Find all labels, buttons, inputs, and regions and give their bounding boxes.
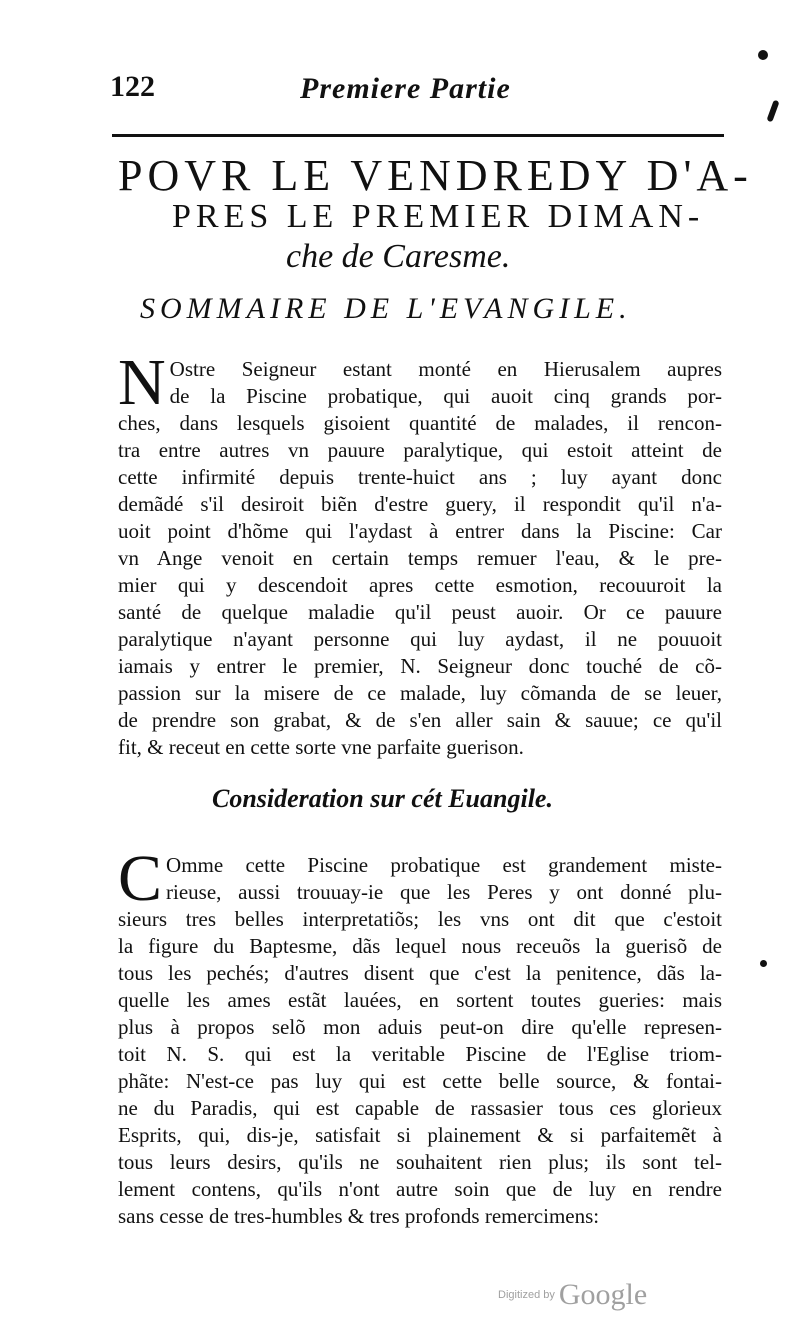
text-line: fit, & receut en cette sorte vne parfaite guerison. (118, 735, 524, 759)
text-line: rieuse, aussi trouuay-ie que les Peres y ont donné plu- (166, 880, 722, 904)
text-line: mier qui y descendoit apres cette esmotion, recouuroit la (118, 573, 722, 597)
consideration-dropcap: C (118, 842, 163, 915)
text-line: plus à propos selõ mon aduis peut-on dire qu'elle represen- (118, 1015, 722, 1039)
title-line-1: POVR LE VENDREDY D'A- (118, 151, 753, 200)
header-rule (112, 134, 724, 137)
text-line: de la Piscine probatique, qui auoit cinq grands por- (169, 384, 722, 408)
text-line: phãte: N'est-ce pas luy qui est cette belle source, & fontai- (118, 1069, 722, 1093)
text-line: tra entre autres vn pauure paralytique, qui estoit atteint de (118, 438, 722, 462)
text-line: Ostre Seigneur estant monté en Hierusalem aupres (169, 357, 722, 381)
summary-heading: SOMMAIRE DE L'EVANGILE. (140, 292, 632, 325)
ink-spot (758, 50, 768, 60)
text-line: Omme cette Piscine probatique est grandement miste- (166, 853, 722, 877)
text-line: uoit point d'hõme qui l'aydast à entrer dans la Piscine: Car (118, 519, 722, 543)
ink-spot (760, 960, 767, 967)
text-line: de prendre son grabat, & de s'en aller sain & sauue; ce qu'il (118, 708, 722, 732)
summary-dropcap: N (118, 346, 166, 419)
text-line: lement contens, qu'ils n'ont autre soin que de luy en rendre (118, 1177, 722, 1201)
text-line: sieurs tres belles interpretatiõs; les vns ont dit que c'estoit (118, 907, 722, 931)
google-logo: Google (558, 1278, 648, 1311)
title-line-2: PRES LE PREMIER DIMAN- (172, 198, 705, 235)
running-header (110, 70, 720, 110)
text-line: vn Ange venoit en certain temps remuer l'eau, & le pre- (118, 546, 722, 570)
text-line: sans cesse de tres-humbles & tres profonds remercimens: (118, 1204, 600, 1228)
text-line: ches, dans lesquels gisoient quantité de malades, il rencon- (118, 411, 722, 435)
text-line: toit N. S. qui est la veritable Piscine de l'Eglise triom- (118, 1042, 722, 1066)
text-line: paralytique n'ayant personne qui luy aydast, il ne pouuoit (118, 627, 722, 651)
running-title: Premiere Partie (300, 72, 511, 105)
page-number: 122 (110, 70, 155, 103)
watermark-small-text: Digitized by (498, 1289, 555, 1301)
text-line: cette infirmité depuis trente-huict ans ; luy ayant donc (118, 465, 722, 489)
digitized-watermark (498, 1278, 647, 1312)
ink-spot (766, 100, 779, 123)
text-line: demãdé s'il desiroit biẽn d'estre guery, il respondit qu'il n'a- (118, 492, 722, 516)
consideration-heading: Consideration sur cét Euangile. (212, 784, 553, 813)
title-line-3: che de Caresme. (286, 238, 511, 275)
text-line: tous leurs desirs, qu'ils ne souhaitent rien plus; ils sont tel- (118, 1150, 722, 1174)
consideration-paragraph (118, 842, 722, 1230)
text-line: quelle les ames estãt lauées, en sortent toutes gueries: mais (118, 988, 722, 1012)
text-line: iamais y entrer le premier, N. Seigneur donc touché de cõ- (118, 654, 722, 678)
text-line: tous les pechés; d'autres disent que c'est la penitence, dãs la- (118, 961, 722, 985)
text-line: passion sur la misere de ce malade, luy cõmanda de se leuer, (118, 681, 722, 705)
summary-paragraph (118, 346, 722, 761)
text-line: Esprits, qui, dis-je, satisfait si plainement & si parfaitemẽt à (118, 1123, 722, 1147)
text-line: santé de quelque maladie qu'il peust auoir. Or ce pauure (118, 600, 722, 624)
text-line: ne du Paradis, qui est capable de rassasier tous ces glorieux (118, 1096, 722, 1120)
text-line: la figure du Baptesme, dãs lequel nous receuõs la guerisõ de (118, 934, 722, 958)
